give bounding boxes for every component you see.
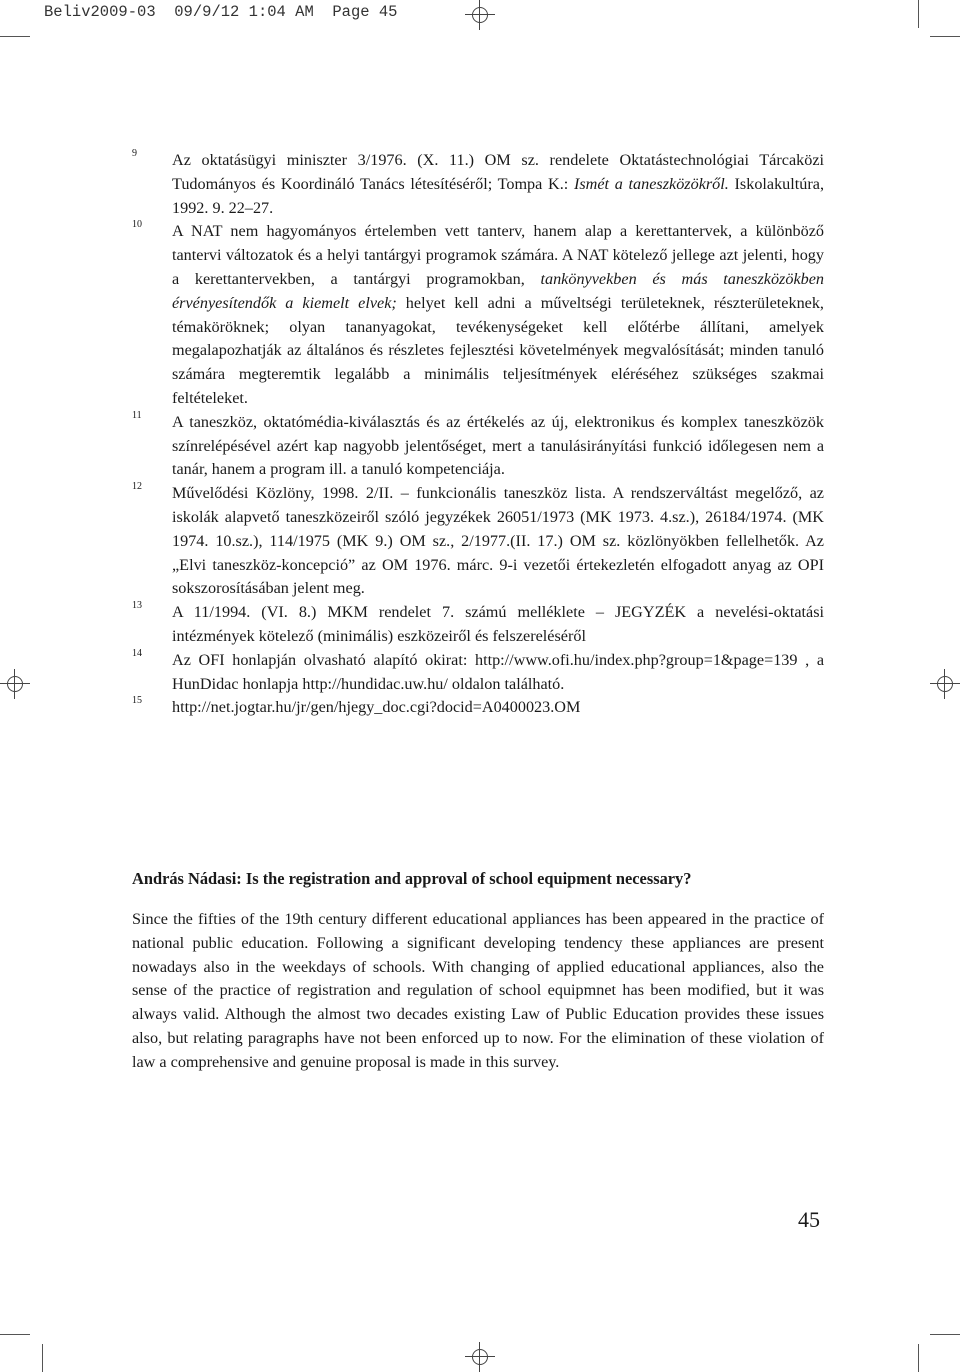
footnote-italic-text: tankönyvekben és más taneszközökben érvényesítendők a kiemelt elvek; [172,269,825,312]
crop-mark-bottom-right-vertical [918,1344,919,1372]
footnote-text [172,696,824,720]
slug-datetime: 09/9/12 1:04 AM [174,3,314,21]
footnote-12 [132,482,824,601]
footnote-11 [132,411,824,482]
footnote-number: 13 [132,600,142,612]
footnote-15 [132,696,824,720]
footnote-text [172,149,824,220]
footnote-text [172,411,824,482]
summary-body: Since the fifties of the 19th century different educational appliances has been appeared in the practice of national public education. Following a significant developing tendency these appliances are present nowadays also in the weekdays of schools. With changing of applied educational appliances, also the sense of the practice of registration and regulation of school equipmnet has been modified, but it was always valid. Although the almost two decades existing Law of Public Education provides these issues also, but relating paragraphs have not been enforced up to now. For the elimination of these violation of law a comprehensive and genuine proposal is made in this survey. [132,910,824,1071]
footnote-text-run: A NAT nem hagyományos értelemben vett tanterv, hanem alap a kerettantervek, a különböző tantervi változatok és a helyi tantárgyi programok számára. A NAT kötelező jellege azt jelenti, hogy a kerettantervekben, a tantárgyi programokban, [172,222,824,288]
footnote-text-run: Művelődési Közlöny, 1998. 2/II. – funkcionális taneszköz lista. A rendszerváltást megelőző, az iskolák alapvető taneszközeiről szóló jegyzékek 26051/1973 (MK 1973. 4.sz.), 26184/1974. (MK 1974. 10.sz.), 114/1975 (MK 9.) OM sz., 2/1977.(II. 17.) OM sz. közlönyökben fellelhetők. Az „Elvi taneszköz-koncepció” az OM 1976. márc. 9-i vezetői értekezletén elfogadott anyag az OPI sokszorosításában jelent meg. [172,484,824,598]
registration-mark-icon [0,669,30,699]
registration-mark-icon [465,1342,495,1372]
footnote-text-run: Az OFI honlapján olvasható alapító okirat: http://www.ofi.hu/index.php?group=1&page=139 , a HunDidac honlapja http://hundidac.uw.hu/ oldalon található. [172,650,824,693]
footnote-13 [132,601,824,649]
footnote-text-run: Iskolakultúra, 1992. 9. 22–27. [172,174,824,217]
footnote-italic-text: Ismét a taneszközökről. [573,174,729,193]
footnote-10 [132,220,824,410]
footnote-text-run: Az oktatásügyi miniszter 3/1976. (X. 11.) OM sz. rendelete Oktatástechnológiai Tárcaközi Tudományos és Koordináló Tanács létesítéséről; Tompa K.: [172,151,824,193]
registration-mark-icon [930,669,960,699]
print-slug [44,3,398,21]
crop-mark-top-right-vertical [918,0,919,28]
summary-title: András Nádasi: Is the registration and approval of school equipment necessary? [132,869,692,888]
footnote-number: 15 [132,695,142,707]
footnote-text-run: A taneszköz, oktatómédia-kiválasztás és az értékelés az új, elektronikus és komplex taneszközök színrelépésével azért kap nagyobb jelentőséget, mert a tanulásirányítási funkció időlegesen nem a tanár, hanem a program ill. a tanuló kompetenciája. [172,412,824,479]
crop-mark-bottom-right [930,1334,960,1335]
footnote-text [172,649,824,697]
english-summary [132,867,824,1075]
crop-mark-bottom-left-vertical [42,1344,43,1372]
footnote-text [172,601,824,649]
page-number: 45 [798,1207,820,1232]
registration-mark-icon [465,0,495,30]
footnote-9 [132,149,824,220]
slug-file: Beliv2009-03 [44,3,156,21]
footnote-text [172,220,824,410]
footnote-text-run: helyet kell adni a műveltségi területeknek, részterületeknek, témaköröknek; olyan tananyagokat, tevékenységeket kell előtérbe állítani, amelyek megalapozhatják az általános és részletes fejlesztési követelmények megvalósítását; minden tanuló számára megteremtik legalább a minimális teljesítmények eléréséhez szükséges szakmai feltételeket. [172,293,824,407]
footnote-14 [132,649,824,697]
footnotes [132,149,824,720]
footnote-text [172,482,824,601]
footnote-number: 11 [132,409,142,421]
footnote-text-run: A 11/1994. (VI. 8.) MKM rendelet 7. számú melléklete – JEGYZÉK a nevelési-oktatási intézmények kötelező (minimális) eszközeiről és felszereléséről [172,603,824,645]
footnote-number: 12 [132,481,142,493]
crop-mark-bottom-left [0,1334,30,1335]
slug-page: Page 45 [332,3,398,21]
crop-mark-top-left [0,36,30,37]
footnote-text-run: http://net.jogtar.hu/jr/gen/hjegy_doc.cgi?docid=A0400023.OM [172,698,581,717]
crop-mark-top-right [930,36,960,37]
footnote-number: 10 [132,219,142,231]
footnote-number: 14 [132,647,142,659]
footnote-number: 9 [132,148,137,159]
